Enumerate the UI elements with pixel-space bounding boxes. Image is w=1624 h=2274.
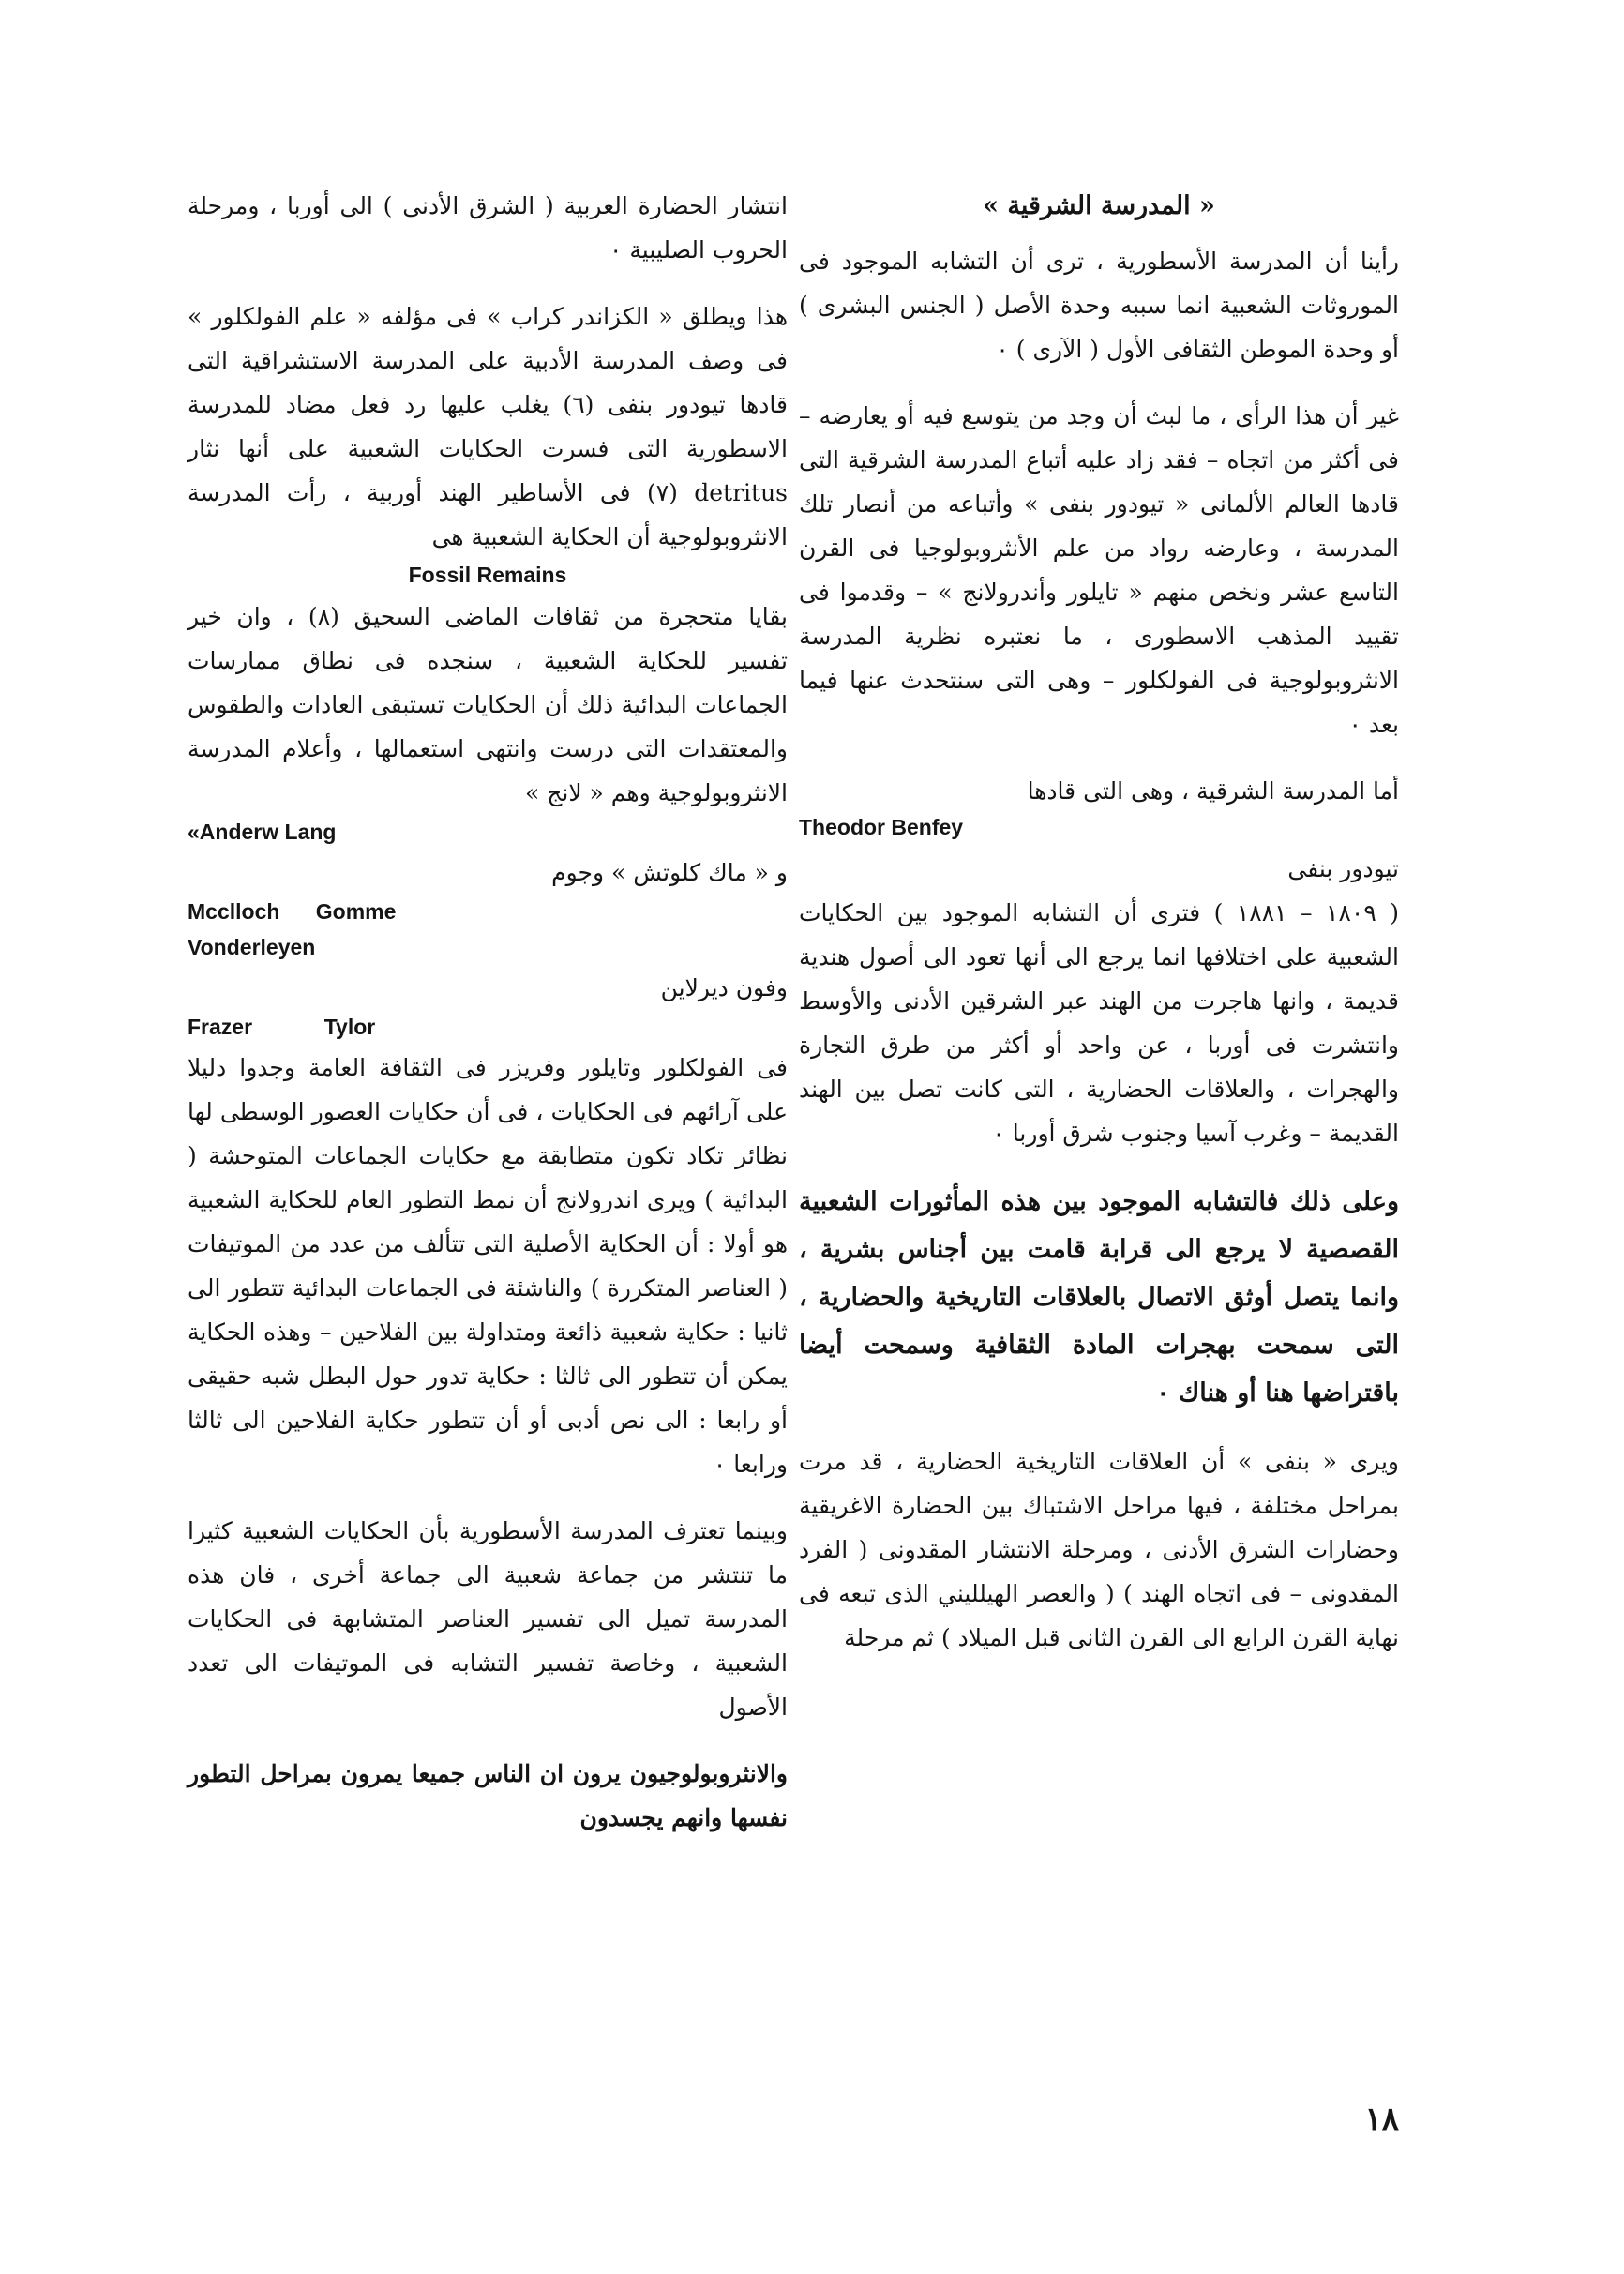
latin-names-tylor-frazer: Frazer Tylor (188, 1015, 376, 1039)
latin-name-andrew-lang: «Anderw Lang (188, 820, 337, 844)
paragraph (799, 847, 1399, 1155)
paragraph-text: هذا ويطلق « الكزاندر كراب » فى مؤلفه « علم الفولكلور » فى وصف المدرسة الأدبية على المدرسة الاستشراقية التى قادها تيودور بنفى (٦) يغلب عليها رد فعل مضاد للمدرسة الاسطورية التى فسرت الحكايات الشعبية على أنها نثار detritus (٧) فى الأساطير الهند أوربية ، رأت المدرسة الانثروبولوجية أن الحكاية الشعبية هى (188, 303, 789, 550)
paragraph: فى الفولكلور وتايلور وفريزر فى الثقافة العامة وجدوا دليلا على آرائهم فى الحكايات ، فى أن حكايات العصور الوسطى لها نظائر تكاد تكون متطابقة مع حكايات الجماعات المتوحشة ( البدائية ) ويرى اندرولانج أن نمط التطور العام للحكاية الشعبية هو أولا : أن الحكاية الأصلية التى تتألف من عدد من الموتيفات ( العناصر المتكررة ) والناشئة فى الجماعات البدائية تتطور الى ثانيا : حكاية شعبية ذائعة ومتداولة بين الفلاحين – وهذه الحكاية يمكن أن تتطور الى ثالثا : حكاية تدور حول البطل شبه حقيقى أو رابعا : الى نص أدبى أو أن تتطور حكاية الفلاحين الى ثالثا ورابعا ٠ (188, 1054, 788, 1478)
latin-name-benfey: Theodor Benfey (799, 815, 964, 839)
paragraph-text: أما المدرسة الشرقية ، وهى التى قادها (1027, 777, 1399, 805)
paragraph: انتشار الحضارة العربية ( الشرق الأدنى ) الى أوربا ، ومرحلة الحروب الصليبية ٠ (188, 192, 788, 264)
bold-paragraph: وعلى ذلك فالتشابه الموجود بين هذه المأثورات الشعبية القصصية لا يرجع الى قرابة قامت بين أجناس بشرية ، وانما يتصل أوثق الاتصال بالعلاقات التاريخية والحضارية ، التى سمحت بهجرات المادة الثقافية وسمحت أيضا باقتراضها هنا أو هناك ٠ (799, 1187, 1399, 1408)
latin-names-mcculloch-gomme: Mcclloch Gomme (188, 899, 397, 924)
latin-term-fossil-remains: Fossil Remains (408, 563, 567, 587)
right-column (799, 184, 1399, 1682)
paragraph-text: بقايا متحجرة من ثقافات الماضى السحيق (٨) ، وان خير تفسير للحكاية الشعبية ، سنجده فى نطاق ممارسات الجماعات البدائية ذلك أن الحكايات تستبقى العادات والطقوس والمعتقدات التى درست وانتهى استعمالها ، وأعلام المدرسة الانثروبولوجية وهم « لانج » (188, 603, 788, 806)
paragraph: والانثروبولوجيون يرون ان الناس جميعا يمرون بمراحل التطور نفسها وانهم يجسدون (188, 1760, 788, 1831)
paragraph (188, 966, 788, 1010)
paragraph-text: تيودور بنفى (1287, 855, 1399, 882)
section-title: « المدرسة الشرقية » (983, 191, 1215, 220)
paragraph (188, 595, 788, 815)
paragraph: وبينما تعترف المدرسة الأسطورية بأن الحكايات الشعبية كثيرا ما تنتشر من جماعة شعبية الى جماعة أخرى ، فان هذه المدرسة تميل الى تفسير العناصر المتشابهة فى الحكايات الشعبية ، وخاصة تفسير التشابه فى الموتيفات الى تعدد الأصول (188, 1517, 788, 1721)
paragraph: غير أن هذا الرأى ، ما لبث أن وجد من يتوسع فيه أو يعارضه – فى أكثر من اتجاه – فقد زاد عليه أتباع المدرسة الشرقية التى قادها العالم الألمانى « تيودور بنفى » وأتباعه من أنصار تلك المدرسة ، وعارضه رواد من علم الأنثروبولوجيا فى القرن التاسع عشر ونخص منهم « تايلور وأندرولانج » – وقدموا فى تقييد المذهب الاسطورى ، ما نعتبره نظرية المدرسة الانثروبولوجية فى الفولكلور – وهى التى سنتحدث عنها فيما بعد ٠ (799, 402, 1399, 738)
left-column (188, 184, 788, 1862)
paragraph-text: وفون ديرلاين (660, 974, 788, 1001)
page-number: ١٨ (1364, 2101, 1399, 2138)
paragraph (799, 769, 1399, 813)
paragraph: رأينا أن المدرسة الأسطورية ، ترى أن التشابه الموجود فى الموروثات الشعبية انما سببه وحدة الأصل ( الجنس البشرى ) أو وحدة الموطن الثقافى الأول ( الآرى ) ٠ (799, 248, 1399, 363)
paragraph (188, 294, 788, 559)
paragraph (188, 851, 788, 895)
paragraph: ويرى « بنفى » أن العلاقات التاريخية الحضارية ، قد مرت بمراحل مختلفة ، فيها مراحل الاشتباك بين الحضارة الاغريقية وحضارات الشرق الأدنى ، ومرحلة الانتشار المقدونى ( الفرد المقدونى – فى اتجاه الهند ) ( والعصر الهيلليني الذى تبعه فى نهاية القرن الرابع الى القرن الثانى قبل الميلاد ) ثم مرحلة (799, 1448, 1399, 1651)
paragraph-text: و « ماك كلوتش » وجوم (551, 859, 788, 886)
paragraph-text: ( ١٨٠٩ – ١٨٨١ ) فترى أن التشابه الموجود بين الحكايات الشعبية على اختلافها انما يرجع الى أنها تعود الى أصول هندية قديمة ، وانها هاجرت من الهند عبر الشرقين الأدنى والأوسط وانتشرت فى أوربا ، عن واحد أو أكثر من طرق التجارة والهجرات ، والعلاقات الحضارية ، التى كانت تصل بين الهند القديمة – وغرب آسيا وجنوب شرق أوربا ٠ (799, 899, 1399, 1147)
latin-name-vonderleyen: Vonderleyen (188, 935, 316, 959)
